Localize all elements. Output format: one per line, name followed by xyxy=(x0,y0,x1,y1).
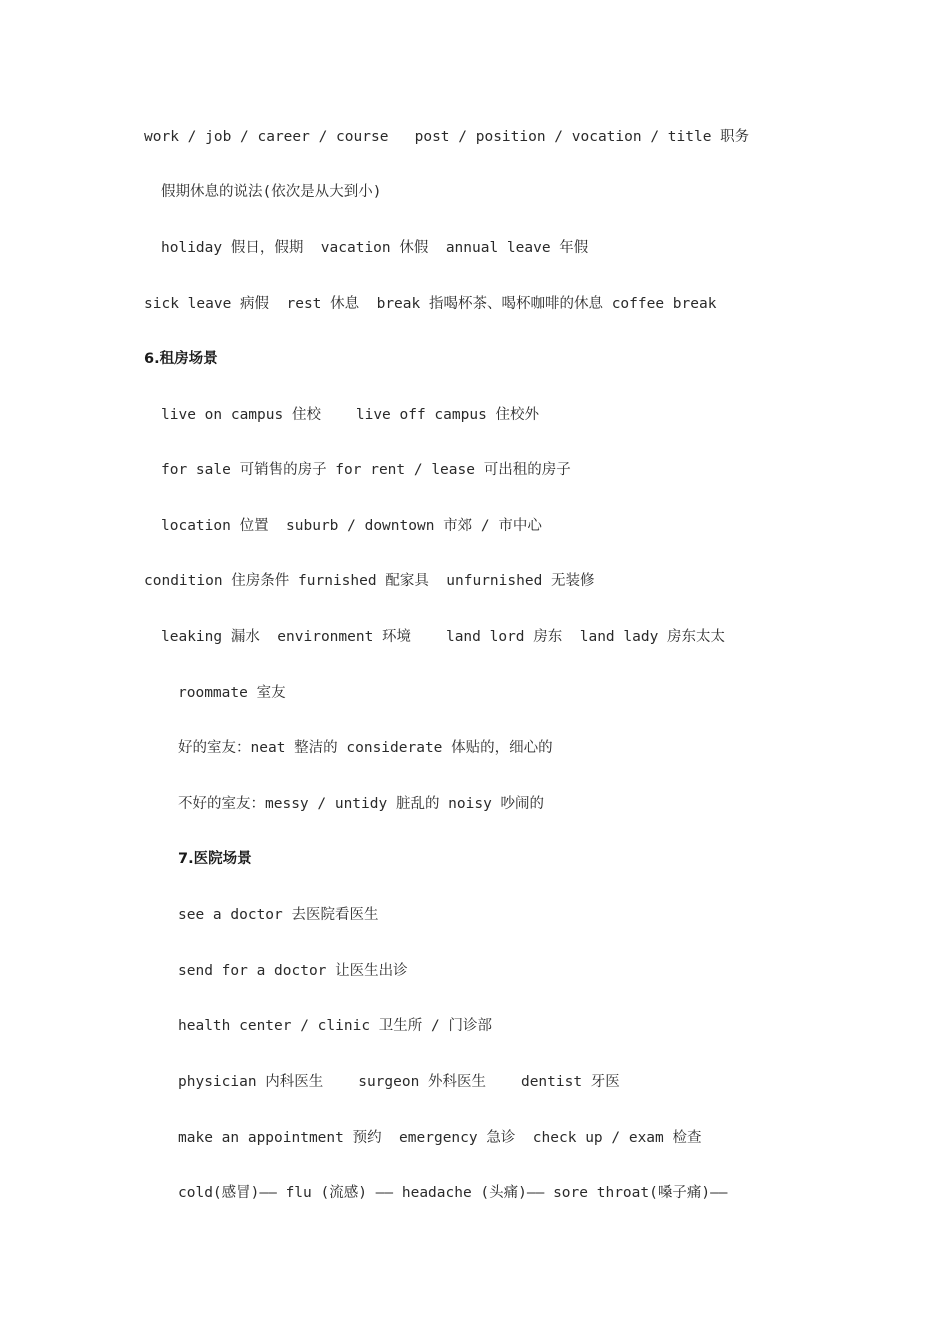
text-line-clinic: health center / clinic 卫生所 / 门诊部 xyxy=(178,1018,492,1034)
text-line-holiday-heading: 假期休息的说法(依次是从大到小) xyxy=(161,184,382,200)
text-line-campus: live on campus 住校 live off campus 住校外 xyxy=(161,407,540,423)
text-line-roommate: roommate 室友 xyxy=(178,685,286,701)
text-line-doctors: physician 内科医生 surgeon 外科医生 dentist 牙医 xyxy=(178,1074,620,1090)
text-line-location: location 位置 suburb / downtown 市郊 / 市中心 xyxy=(161,518,542,534)
text-line-job-titles: work / job / career / course post / position / vocation / title 职务 xyxy=(144,129,750,145)
text-line-holiday-terms: holiday 假日，假期 vacation 休假 annual leave 年假 xyxy=(161,240,589,256)
text-line-landlord: leaking 漏水 environment 环境 land lord 房东 land lady 房东太太 xyxy=(161,629,726,645)
text-line-sale-rent: for sale 可销售的房子 for rent / lease 可出租的房子 xyxy=(161,462,571,478)
text-line-send-doctor: send for a doctor 让医生出诊 xyxy=(178,963,408,979)
text-line-bad-roommate: 不好的室友：messy / untidy 脏乱的 noisy 吵闹的 xyxy=(178,796,545,812)
text-line-leave-terms: sick leave 病假 rest 休息 break 指喝杯茶、喝杯咖啡的休息 coffee break xyxy=(144,296,717,312)
text-line-see-doctor: see a doctor 去医院看医生 xyxy=(178,907,379,923)
text-line-condition: condition 住房条件 furnished 配家具 unfurnished 无装修 xyxy=(144,573,595,589)
section-heading-renting: 6.租房场景 xyxy=(144,351,218,367)
text-line-appointment: make an appointment 预约 emergency 急诊 check up / exam 检查 xyxy=(178,1130,702,1146)
text-line-good-roommate: 好的室友：neat 整洁的 considerate 体贴的，细心的 xyxy=(178,740,553,756)
section-heading-hospital: 7.医院场景 xyxy=(178,851,252,867)
text-line-symptoms: cold(感冒)—— flu (流感) —— headache (头痛)—— sore throat(嗓子痛)—— xyxy=(178,1185,728,1201)
